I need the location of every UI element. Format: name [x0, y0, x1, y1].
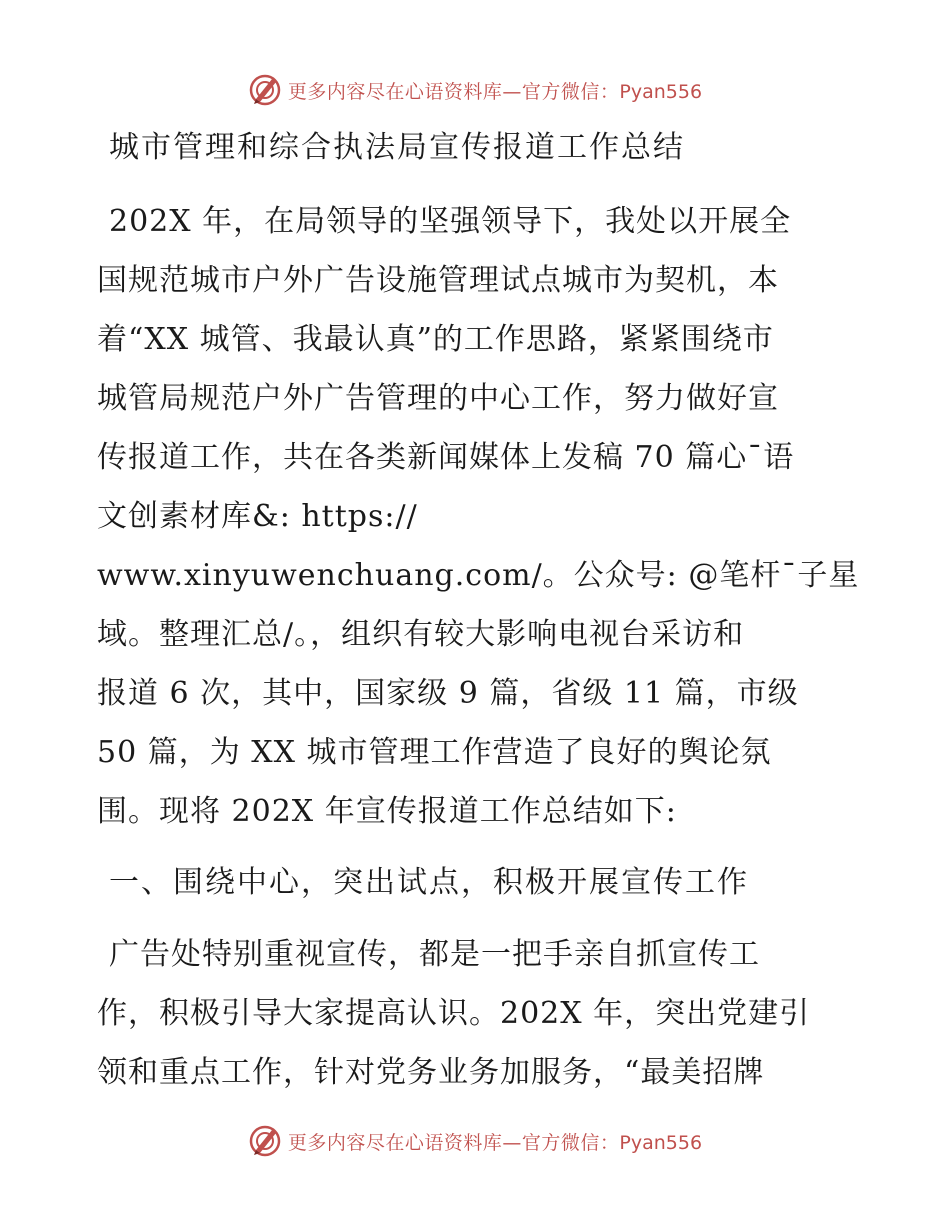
watermark-banner-bottom: [0, 1121, 950, 1161]
text-line: 城管局规范户外广告管理的中心工作，努力做好宣: [97, 381, 779, 416]
text-line: 作，积极引导大家提高认识。202X 年，突出党建引: [97, 996, 811, 1031]
paragraph-intro: [97, 192, 860, 841]
watermark-wechat-id: Pyan556: [619, 1131, 703, 1154]
text-line: www.xinyuwenchuang.com/。公众号: @笔杆¯子星: [97, 558, 860, 593]
text-line: 50 篇，为 XX 城市管理工作营造了良好的舆论氛: [97, 735, 772, 770]
section-heading-1: 一、围绕中心，突出试点，积极开展宣传工作: [109, 865, 749, 900]
text-line: 域。整理汇总/。，组织有较大影响电视台采访和: [97, 617, 745, 652]
text-line: 传报道工作，共在各类新闻媒体上发稿 70 篇心¯语: [97, 440, 795, 475]
watermark-banner-top: [0, 70, 950, 110]
document-title: 城市管理和综合执法局宣传报道工作总结: [109, 130, 685, 165]
text-line: 报道 6 次，其中，国家级 9 篇，省级 11 篇，市级: [97, 676, 799, 711]
text-line: 领和重点工作，针对党务业务加服务，“最美招牌: [97, 1055, 765, 1090]
text-line: 202X 年，在局领导的坚强领导下，我处以开展全: [109, 204, 792, 239]
text-line: 广告处特别重视宣传，都是一把手亲自抓宣传工: [109, 937, 760, 972]
watermark-wechat-id: Pyan556: [619, 80, 703, 103]
paragraph-section1: [97, 925, 857, 1102]
document-body: [97, 118, 860, 1102]
text-line: 着“XX 城管、我最认真”的工作思路，紧紧围绕市: [97, 322, 774, 357]
watermark-label: 更多内容尽在心语资料库—官方微信：: [287, 80, 620, 103]
pen-logo-icon: [248, 73, 282, 107]
text-line: 文创素材库&: https://: [97, 499, 418, 534]
pen-logo-icon: [248, 1124, 282, 1158]
watermark-text: [288, 77, 702, 104]
text-line: 围。现将 202X 年宣传报道工作总结如下:: [97, 794, 677, 829]
watermark-label: 更多内容尽在心语资料库—官方微信：: [287, 1131, 620, 1154]
watermark-text: [288, 1128, 702, 1155]
text-line: 国规范城市户外广告设施管理试点城市为契机，本: [97, 263, 779, 298]
